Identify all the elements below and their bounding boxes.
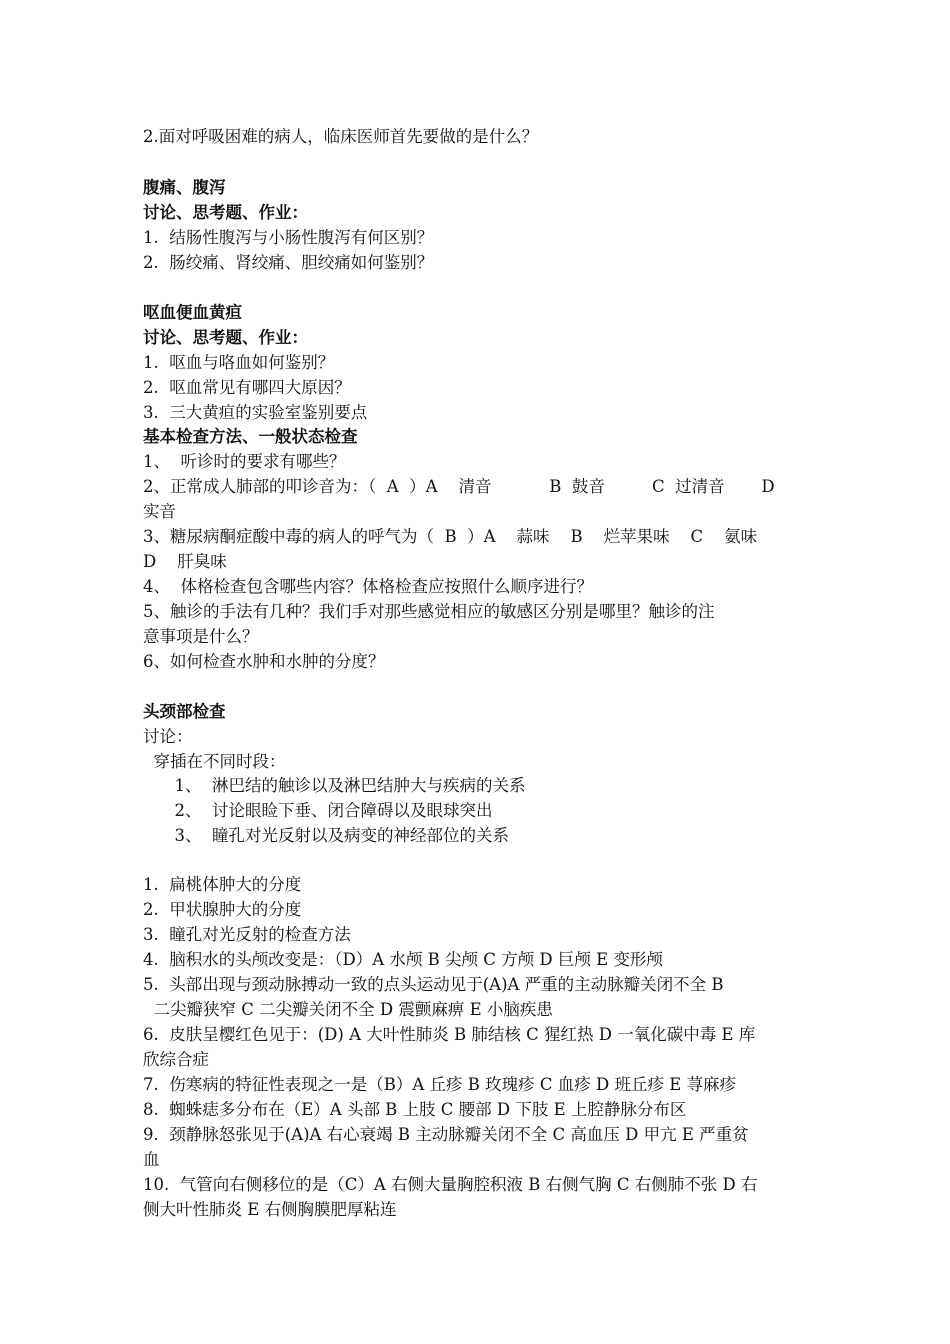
question-line: 二尖瓣狭窄 C 二尖瓣关闭不全 D 震颤麻痹 E 小脑疾患 <box>143 1000 553 1019</box>
question-line: 4. 脑积水的头颅改变是：（D）A 水颅 B 尖颅 C 方颅 D 巨颅 E 变形颅 <box>143 950 663 969</box>
discussion-line: 穿插在不同时段： <box>143 752 286 771</box>
question-line: 6、如何检查水肿和水肿的分度？ <box>143 652 385 671</box>
discussion-line: 1、 淋巴结的触诊以及淋巴结肿大与疾病的关系 <box>143 776 526 795</box>
question-line: 9. 颈静脉怒张见于(A)A 右心衰竭 B 主动脉瓣关闭不全 C 高血压 D 甲亢 E 严重贫 <box>143 1125 749 1144</box>
question-line: 2.面对呼吸困难的病人，临床医师首先要做的是什么？ <box>143 127 539 146</box>
question-line: 1. 结肠性腹泻与小肠性腹泻有何区别？ <box>143 228 434 247</box>
question-line: 5、触诊的手法有几种？我们手对那些感觉相应的敏感区分别是哪里？触诊的注 <box>143 602 715 621</box>
question-line: D 肝臭味 <box>143 552 227 571</box>
question-line: 2、正常成人肺部的叩诊音为：（ A ）A 清音 B 鼓音 C 过清音 D <box>143 477 775 496</box>
question-line: 实音 <box>143 502 176 521</box>
question-line: 1. 呕血与咯血如何鉴别？ <box>143 353 335 372</box>
question-line: 4、 体格检查包含哪些内容？体格检查应按照什么顺序进行？ <box>143 577 593 596</box>
question-line: 2. 呕血常见有哪四大原因？ <box>143 378 351 397</box>
section-subheading: 讨论、思考题、作业： <box>143 328 308 347</box>
question-line: 2. 肠绞痛、肾绞痛、胆绞痛如何鉴别？ <box>143 253 434 272</box>
question-line: 7. 伤寒病的特征性表现之一是（B）A 丘疹 B 玫瑰疹 C 血疹 D 班丘疹 E 荨麻疹 <box>143 1075 737 1094</box>
question-line: 3、糖尿病酮症酸中毒的病人的呼气为（ B ）A 蒜味 B 烂苹果味 C 氨味 <box>143 527 758 546</box>
question-line: 5. 头部出现与颈动脉搏动一致的点头运动见于(A)A 严重的主动脉瓣关闭不全 B <box>143 975 724 994</box>
question-line: 3. 瞳孔对光反射的检查方法 <box>143 925 351 944</box>
section-heading: 呕血便血黄疸 <box>143 303 242 322</box>
section-heading: 头颈部检查 <box>143 702 226 721</box>
question-line: 血 <box>143 1150 160 1169</box>
section-subheading: 讨论、思考题、作业： <box>143 203 308 222</box>
question-line: 意事项是什么？ <box>143 627 259 646</box>
question-line: 6. 皮肤呈樱红色见于：(D) A 大叶性肺炎 B 肺结核 C 猩红热 D 一氧化碳中毒 E 库 <box>143 1025 756 1044</box>
discussion-label: 讨论： <box>143 727 193 746</box>
section-heading: 腹痛、腹泻 <box>143 178 226 197</box>
question-line: 2. 甲状腺肿大的分度 <box>143 900 302 919</box>
question-line: 侧大叶性肺炎 E 右侧胸膜肥厚粘连 <box>143 1200 397 1219</box>
section-heading: 基本检查方法、一般状态检查 <box>143 427 358 446</box>
discussion-line: 2、 讨论眼睑下垂、闭合障碍以及眼球突出 <box>143 801 493 820</box>
question-line: 1、 听诊时的要求有哪些？ <box>143 452 346 471</box>
discussion-line: 3、 瞳孔对光反射以及病变的神经部位的关系 <box>143 826 509 845</box>
question-line: 1. 扁桃体肿大的分度 <box>143 875 302 894</box>
question-line: 10. 气管向右侧移位的是（C）A 右侧大量胸腔积液 B 右侧气胸 C 右侧肺不张 D 右 <box>143 1175 758 1194</box>
question-line: 欣综合症 <box>143 1050 209 1069</box>
question-line: 3. 三大黄疸的实验室鉴别要点 <box>143 403 368 422</box>
question-line: 8. 蜘蛛痣多分布在（E）A 头部 B 上肢 C 腰部 D 下肢 E 上腔静脉分布区 <box>143 1100 687 1119</box>
